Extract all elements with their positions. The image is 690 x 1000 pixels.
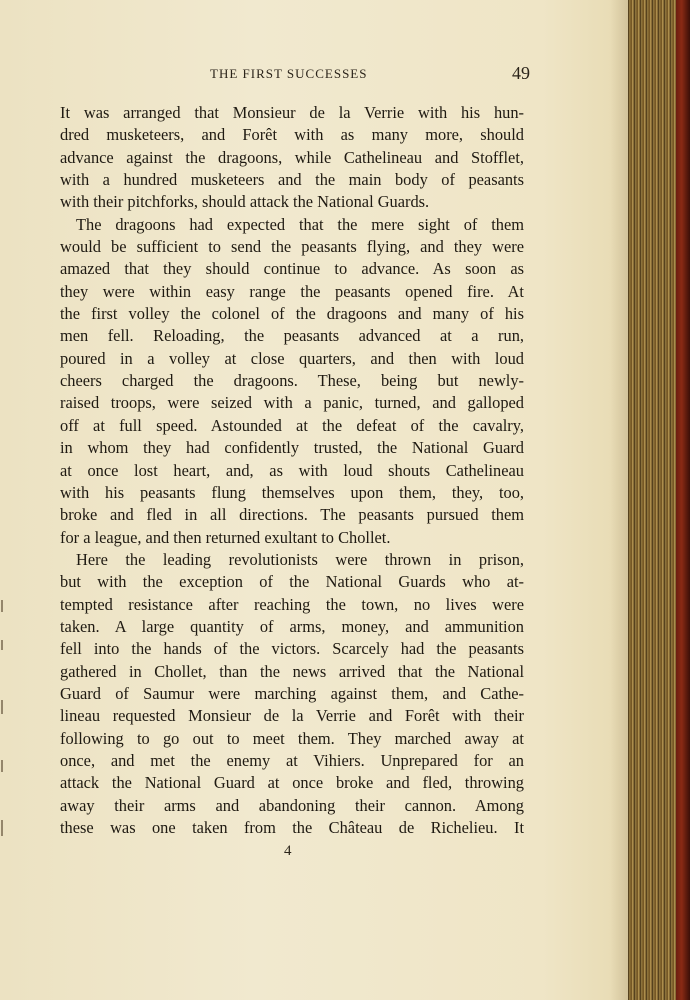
text-line: they were within easy range the peasants opened fire. At — [60, 281, 524, 301]
text-line: with his peasants flung themselves upon them, they, too, — [60, 482, 524, 502]
margin-mark — [1, 700, 3, 714]
text-line: cheers charged the dragoons. These, being but newly- — [60, 371, 524, 391]
paragraph — [60, 102, 524, 214]
text-line: lineau requested Monsieur de la Verrie and Forêt with their — [60, 706, 524, 726]
margin-mark — [1, 600, 3, 612]
text-line: attack the National Guard at once broke and fled, throwing — [60, 773, 524, 793]
text-line: with their pitchforks, should attack the National Guards. — [60, 192, 430, 212]
text-line: off at full speed. Astounded at the defeat of the cavalry, — [60, 415, 524, 435]
text-line: for a league, and then returned exultant to Chollet. — [60, 527, 391, 547]
text-line: Here the leading revolutionists were thrown in prison, — [76, 549, 524, 569]
text-line: in whom they had confidently trusted, the National Guard — [60, 438, 524, 458]
text-line: raised troops, were seized with a panic, turned, and galloped — [60, 393, 524, 413]
margin-mark — [1, 760, 3, 772]
text-line: men fell. Reloading, the peasants advanced at a run, — [60, 326, 524, 346]
text-line: Guard of Saumur were marching against them, and Cathe- — [60, 683, 524, 703]
text-line: with a hundred musketeers and the main body of peasants — [60, 170, 524, 190]
text-line: dred musketeers, and Forêt with as many more, should — [60, 125, 524, 145]
text-line: It was arranged that Monsieur de la Verrie with his hun- — [60, 103, 524, 122]
page-number: 49 — [512, 63, 530, 83]
body-text — [60, 102, 524, 839]
text-line: once, and met the enemy at Vihiers. Unprepared for an — [60, 750, 524, 770]
page-header — [60, 63, 530, 88]
text-line: but with the exception of the National Guards who at- — [60, 572, 524, 592]
paragraph — [60, 214, 524, 549]
text-line: away their arms and abandoning their cannon. Among — [60, 795, 524, 815]
text-line: fell into the hands of the victors. Scarcely had the peasants — [60, 639, 524, 659]
text-line: taken. A large quantity of arms, money, and ammunition — [60, 616, 524, 636]
margin-mark — [1, 640, 3, 650]
text-line: broke and fled in all directions. The peasants pursued them — [60, 505, 524, 525]
text-line: poured in a volley at close quarters, and then with loud — [60, 348, 524, 368]
margin-mark — [1, 820, 3, 836]
text-line: following to go out to meet them. They marched away at — [60, 728, 524, 748]
paragraph — [60, 549, 524, 839]
text-line: The dragoons had expected that the mere sight of them — [76, 214, 524, 234]
text-line: tempted resistance after reaching the town, no lives were — [60, 594, 524, 614]
text-line: amazed that they should continue to advance. As soon as — [60, 259, 524, 279]
book-cover-edge — [676, 0, 690, 1000]
text-line: at once lost heart, and, as with loud shouts Cathelineau — [60, 460, 524, 480]
text-line: gathered in Chollet, than the news arrived that the National — [60, 661, 524, 681]
text-line: advance against the dragoons, while Cathelineau and Stofflet, — [60, 147, 524, 167]
text-line: would be sufficient to send the peasants flying, and they were — [60, 237, 524, 257]
text-line: the first volley the colonel of the dragoons and many of his — [60, 304, 524, 324]
text-line: these was one taken from the Château de Richelieu. It — [60, 818, 524, 837]
running-title: THE FIRST SUCCESSES — [210, 66, 368, 81]
signature-mark: 4 — [284, 843, 292, 859]
